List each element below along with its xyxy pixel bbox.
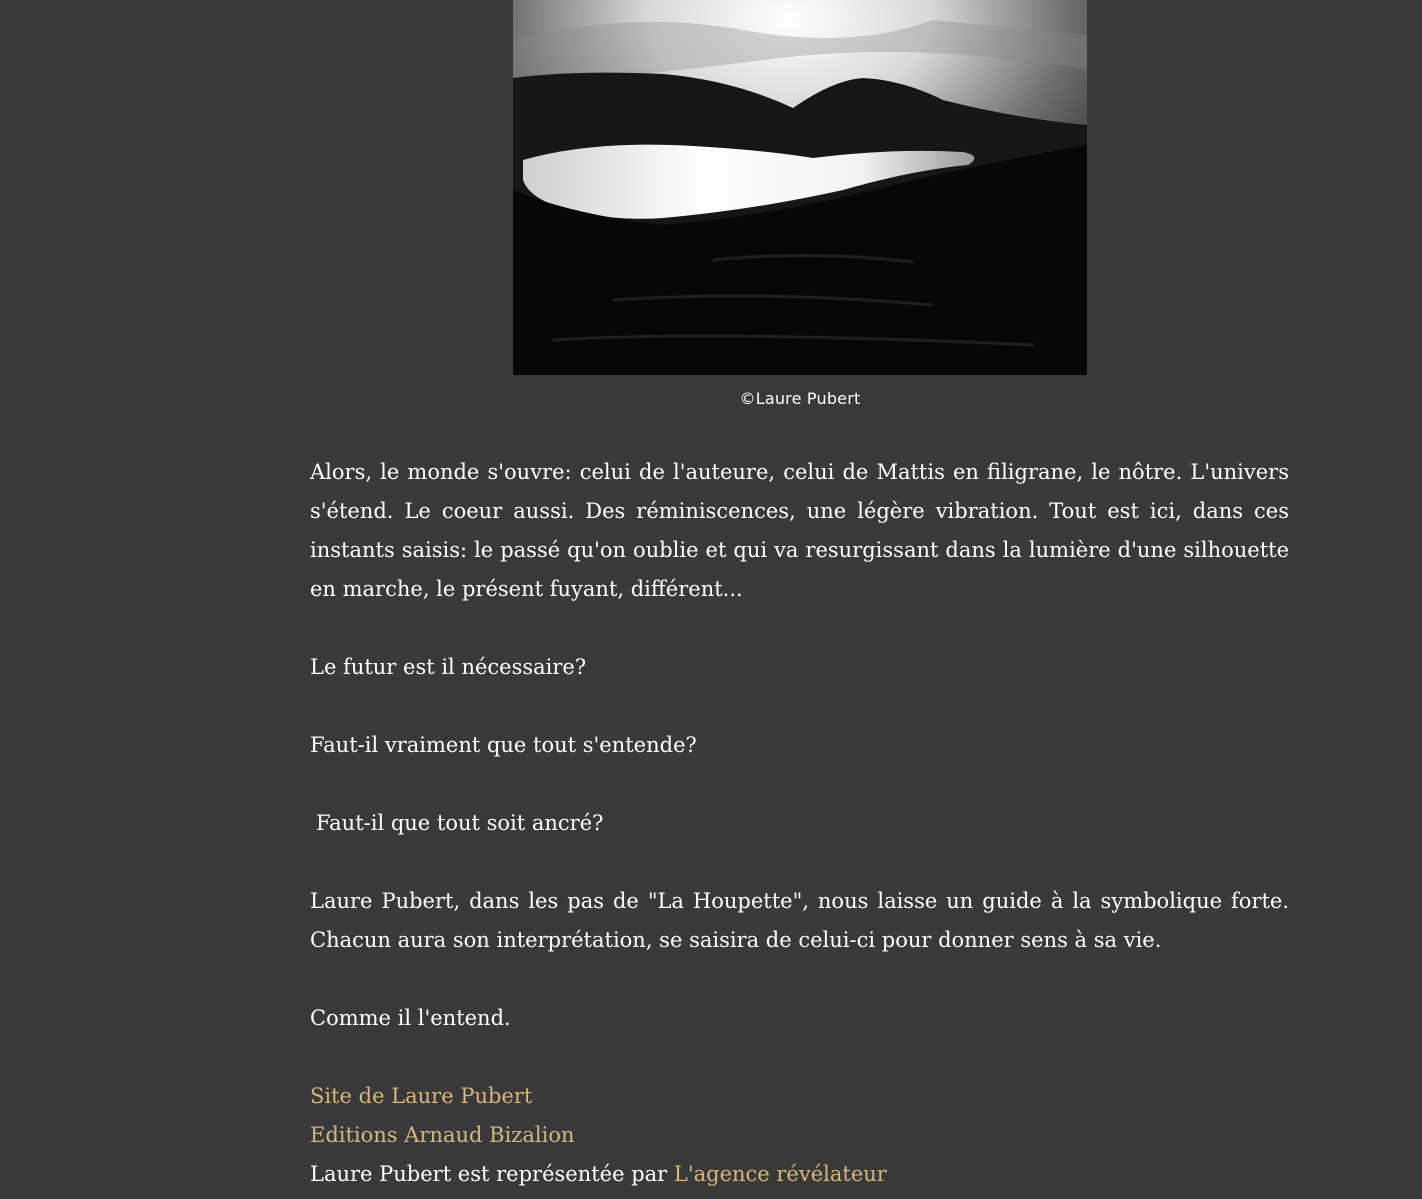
photo-credit: ©Laure Pubert bbox=[739, 389, 861, 408]
landscape-photo bbox=[513, 0, 1087, 375]
article-question: Le futur est il nécessaire? bbox=[310, 655, 587, 679]
landscape-photo-drawing bbox=[513, 0, 1087, 375]
agency-link[interactable]: L'agence révélateur bbox=[673, 1162, 887, 1186]
article-body bbox=[310, 453, 1289, 1194]
article-paragraph: Alors, le monde s'ouvre: celui de l'auteure, celui de Mattis en filigrane, le nôtre. L'univers s'étend. Le coeur aussi. Des réminiscences, une légère vibration. Tout est ici, dans ces instants saisis: le passé qu'on oublie et qui va resurgissant dans la lumière d'une silhouette en marche, le présent fuyant, différent... bbox=[310, 460, 1289, 601]
site-link[interactable]: Site de Laure Pubert bbox=[310, 1084, 533, 1108]
editions-link[interactable]: Editions Arnaud Bizalion bbox=[310, 1123, 575, 1147]
agency-prefix: Laure Pubert est représentée par bbox=[310, 1162, 674, 1186]
article-paragraph: Laure Pubert, dans les pas de "La Houpette", nous laisse un guide à la symbolique forte. Chacun aura son interprétation, se saisira de celui-ci pour donner sens à sa vie. bbox=[310, 889, 1289, 952]
article-question: Faut-il que tout soit ancré? bbox=[316, 811, 604, 835]
article-question: Faut-il vraiment que tout s'entende? bbox=[310, 733, 697, 757]
agency-line bbox=[310, 1155, 1289, 1194]
article-closing: Comme il l'entend. bbox=[310, 1006, 511, 1030]
links-block bbox=[310, 1077, 1289, 1194]
